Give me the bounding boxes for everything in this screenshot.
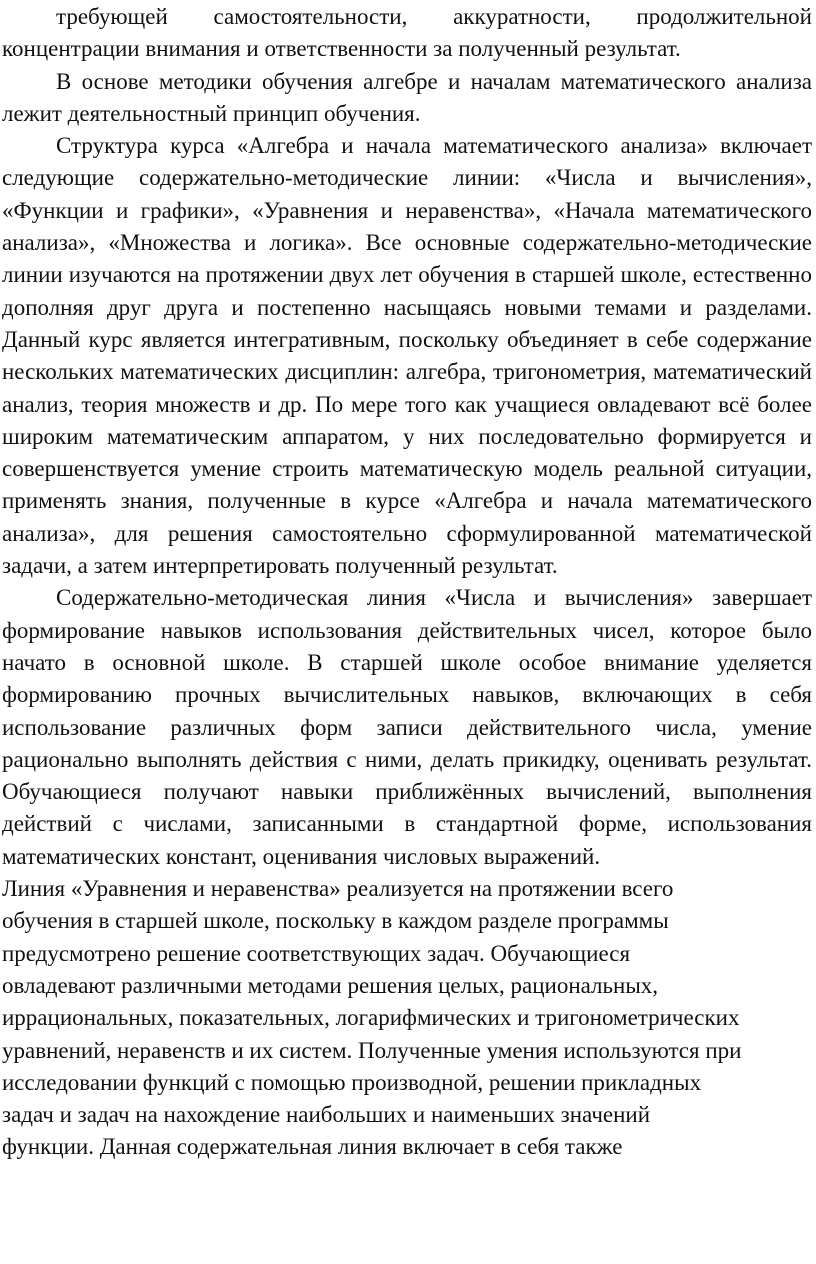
text-line: овладевают различными методами решения целых, рациональных, [2, 972, 659, 998]
equations-and-inequalities-paragraph [2, 873, 812, 1164]
paragraph-course-structure: Структура курса «Алгебра и начала математического анализа» включает следующие содержательно-методические линии: «Числа и вычисления», «Функции и графики», «Уравнения и неравенства», «Начала математического анализа», «Множества и логика». Все основные содержательно-методические линии изучаются на протяжении двух лет обучения в старшей школе, естественно дополняя друг друга и постепенно насыщаясь новыми темами и разделами. Данный курс является интегративным, поскольку объединяет в себе содержание нескольких математических дисциплин: алгебра, тригонометрия, математический анализ, теория множеств и др. По мере того как учащиеся овладевают всё более широким математическим аппаратом, у них последовательно формируется и совершенствуется умение строить математическую модель реальной ситуации, применять знания, полученные в курсе «Алгебра и начала математического анализа», для решения самостоятельно сформулированной математической задачи, а затем интерпретировать полученный результат. [2, 133, 812, 579]
text-line: задач и задач на нахождение наибольших и наименьших значений [2, 1102, 651, 1128]
text-line: функции. Данная содержательная линия включает в себя также [2, 1134, 623, 1160]
text-line: иррациональных, показательных, логарифмических и тригонометрических [2, 1005, 740, 1031]
justified-text-block [2, 1, 812, 873]
paragraph-numbers-and-calculations: Содержательно-методическая линия «Числа и вычисления» завершает формирование навыков использования действительных чисел, которое было начато в основной школе. В старшей школе особое внимание уделяется формированию прочных вычислительных навыков, включающих в себя использование различных форм записи действительного числа, умение рационально выполнять действия с ними, делать прикидку, оценивать результат. Обучающиеся получают навыки приближённых вычислений, выполнения действий с числами, записанными в стандартной форме, использования математических констант, оценивания числовых выражений. [2, 585, 812, 869]
text-line: уравнений, неравенств и их систем. Полученные умения используются при [2, 1037, 742, 1063]
text-line: предусмотрено решение соответствующих задач. Обучающиеся [2, 940, 631, 966]
text-line: исследовании функций с помощью производной, решении прикладных [2, 1069, 702, 1095]
paragraph-responsibility: требующей самостоятельности, аккуратности, продолжительной концентрации внимания и ответственности за полученный результат. [2, 4, 812, 62]
text-line: Линия «Уравнения и неравенства» реализуется на протяжении всего [2, 876, 674, 902]
paragraph-activity-principle: В основе методики обучения алгебре и началам математического анализа лежит деятельностный принцип обучения. [2, 68, 812, 126]
text-line: обучения в старшей школе, поскольку в каждом разделе программы [2, 908, 669, 934]
